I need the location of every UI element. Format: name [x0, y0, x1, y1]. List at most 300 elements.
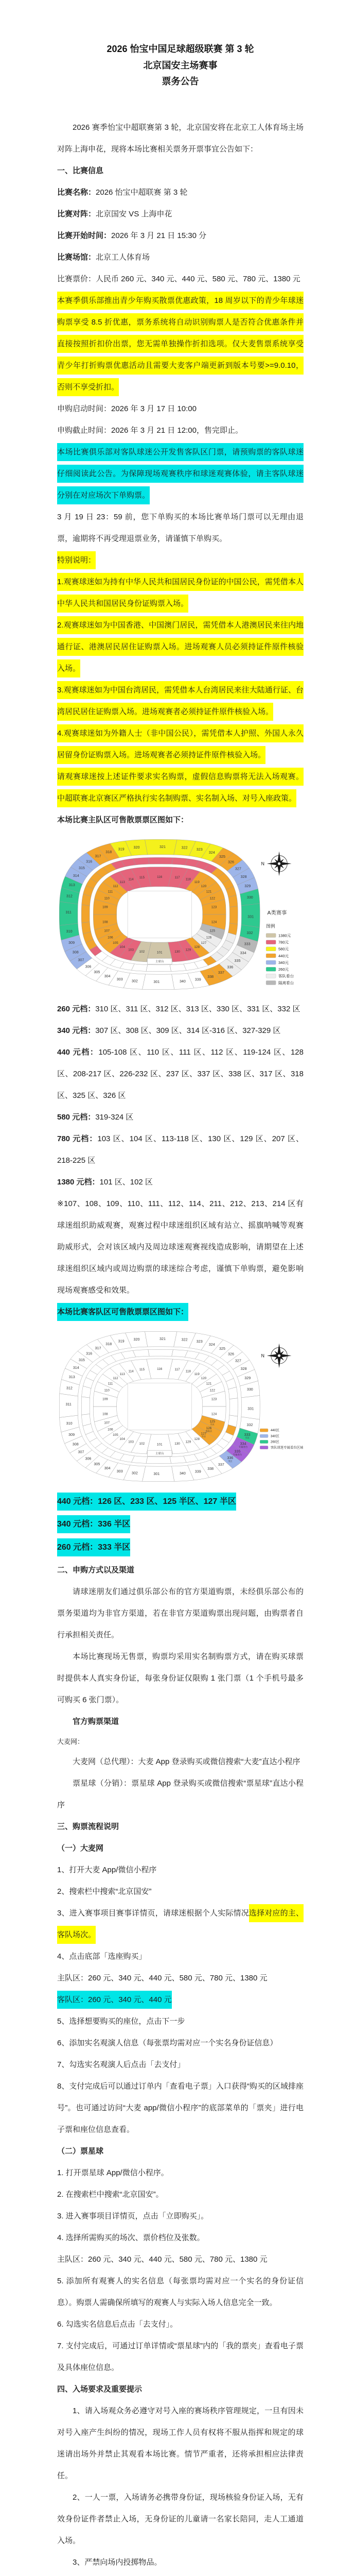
svg-text:326: 326	[228, 860, 234, 864]
svg-text:325: 325	[219, 855, 225, 859]
paragraph	[57, 1172, 304, 1193]
away-sections-map	[57, 1330, 304, 1485]
paragraph	[57, 1989, 304, 2011]
text-run: 票星球（分销）：票星球 App 登录购买或微信搜索“票星球”直达小程序	[57, 1779, 304, 1809]
svg-text:327: 327	[235, 1359, 241, 1363]
svg-text:331: 331	[247, 1406, 254, 1411]
seat-section-230	[228, 1387, 238, 1399]
text-run: 比赛开始时间：	[57, 231, 111, 240]
paragraph	[57, 1042, 304, 1107]
home-sections-map	[57, 838, 304, 993]
svg-text:302: 302	[132, 979, 138, 983]
svg-text:323: 323	[197, 848, 203, 852]
svg-text:332: 332	[247, 930, 253, 935]
svg-text:103: 103	[128, 948, 134, 952]
svg-text:329: 329	[244, 884, 251, 888]
paragraph	[57, 442, 304, 506]
svg-text:112: 112	[113, 1377, 118, 1380]
svg-text:127: 127	[201, 1432, 207, 1435]
seat-section-210	[81, 922, 91, 934]
text-run: 2026 赛季怡宝中超联赛第 3 轮，北京国安将在北京工人体育场主场对阵上海申花，现将本场比赛相关票务开票事宜公告如下：	[57, 123, 304, 154]
yellow-highlight: 请观赛球迷按上述证件要求实名购票，虚假信息购票将无法入场观赛。中超联赛北京赛区严格执行实名制购票、实名制入场、对号入座政策。	[57, 768, 304, 807]
svg-text:117: 117	[174, 876, 180, 879]
svg-text:N: N	[261, 861, 264, 866]
svg-text:124: 124	[211, 1412, 217, 1416]
text-run: 2、搜索栏中搜索“北京国安”	[57, 1887, 151, 1896]
cyan-highlight: 本场比赛俱乐部对客队球迷公开发售客队区门票，请预购票的客队球迷仔细阅读此公告。为保障现场观赛秩序和球迷观赛体验，请主客队球迷分别在对应场次下单购票。	[57, 443, 304, 504]
seat-section-220	[133, 857, 149, 865]
svg-text:130: 130	[174, 1442, 180, 1446]
svg-text:303: 303	[117, 1469, 123, 1473]
svg-text:121: 121	[206, 1382, 212, 1385]
svg-text:301: 301	[153, 1471, 159, 1476]
seat-section-201	[146, 1456, 171, 1463]
text-run: 一、比赛信息	[57, 166, 103, 175]
seat-section-211	[81, 904, 90, 922]
svg-text:340元: 340元	[278, 960, 289, 964]
svg-text:336: 336	[227, 965, 233, 969]
section-heading	[57, 2379, 304, 2400]
svg-text:111: 111	[108, 890, 113, 893]
svg-text:318: 318	[105, 850, 112, 854]
svg-text:101: 101	[157, 951, 163, 954]
seat-section-240	[170, 1456, 186, 1463]
svg-text:302: 302	[132, 1471, 138, 1475]
svg-text:310: 310	[66, 1421, 73, 1426]
svg-text:127: 127	[201, 941, 207, 944]
yellow-highlight: 4.观赛球迷如为外籍人士（非中国公民），需凭借本人护照、外国人永久居留身份证购票入场。进场观赛者必须持证件原件核验入场。	[57, 724, 304, 764]
paragraph	[57, 1903, 304, 1946]
svg-text:321: 321	[159, 845, 166, 849]
svg-text:337: 337	[218, 970, 224, 974]
event-class-label: A类赛事	[267, 909, 287, 916]
text-run: 大麦网：	[57, 1738, 84, 1745]
svg-text:333: 333	[244, 1432, 251, 1436]
paragraph	[57, 1581, 304, 1646]
svg-text:102: 102	[139, 1442, 145, 1446]
paragraph	[57, 680, 304, 723]
svg-text:105: 105	[113, 1433, 118, 1436]
paragraph	[57, 1946, 304, 1968]
svg-text:106: 106	[108, 1428, 113, 1431]
paragraph	[57, 182, 304, 204]
svg-text:304: 304	[104, 1466, 111, 1470]
text-run: 105-108 区、110 区、111 区、112 区、119-124 区、128 区、208-217 区、226-232 区、237 区、337 区、338 区、317 区、318 区、325 区、326 区	[57, 1048, 304, 1100]
svg-text:客队区: 客队区	[205, 1429, 212, 1433]
paragraph	[57, 1193, 304, 1301]
paragraph	[57, 1881, 304, 1903]
svg-text:309: 309	[68, 941, 75, 945]
svg-text:320: 320	[134, 1337, 140, 1342]
text-run: 北京工人体育场	[96, 253, 150, 262]
svg-text:半区: 半区	[228, 1459, 233, 1463]
svg-text:126: 126	[206, 1427, 212, 1430]
text-run: 官方购票渠道	[73, 1717, 119, 1726]
paragraph	[57, 1968, 304, 1989]
text-run: 比赛票价：人民币 260 元、340 元、440 元、580 元、780 元、1380 元	[57, 275, 300, 283]
stadium-seat-map-home	[57, 838, 303, 991]
svg-text:310: 310	[66, 929, 73, 934]
svg-text:130: 130	[174, 950, 180, 954]
svg-text:图例: 图例	[266, 923, 275, 928]
cyan-highlight: 126 区、233 区、125 半区、127 半区	[98, 1493, 236, 1511]
svg-text:316: 316	[86, 1351, 92, 1355]
svg-text:1380元: 1380元	[278, 933, 291, 938]
svg-text:103: 103	[128, 1440, 134, 1444]
title-line-2: 北京国安主场赛事	[57, 58, 304, 74]
svg-text:311: 311	[65, 910, 71, 914]
svg-text:客队看台: 客队看台	[278, 973, 294, 978]
text-run: 6、添加实名观演人信息（每张票均需对应一个实名身份证信息）	[57, 2039, 277, 2047]
svg-text:专属看台: 专属看台	[239, 1445, 248, 1449]
yellow-highlight: 1.观赛球迷如为持有中华人民共和国居民身份证的中国公民，需凭借本人中华人民共和国居民身份证购票入场。	[57, 573, 304, 613]
svg-text:580元: 580元	[278, 946, 289, 951]
svg-text:317: 317	[95, 854, 101, 858]
svg-text:324: 324	[209, 850, 215, 854]
svg-text:129: 129	[186, 948, 191, 952]
svg-text:319: 319	[118, 1339, 125, 1343]
svg-text:313: 313	[69, 1375, 75, 1379]
svg-text:114: 114	[129, 1369, 134, 1373]
cyan-highlight: 336 半区	[98, 1515, 130, 1533]
text-run: 请球迷朋友们通过俱乐部公布的官方渠道购票，未经俱乐部公布的票务渠道均为非官方渠道，若在非官方渠道购票出现问题，由购票者自行承担相关责任。	[57, 1587, 304, 1639]
section-heading	[57, 1560, 304, 1581]
paragraph	[57, 766, 304, 809]
svg-text:半区: 半区	[202, 1434, 206, 1438]
svg-text:110: 110	[104, 1388, 110, 1392]
svg-text:116: 116	[157, 875, 163, 878]
text-run: （一）大麦网	[57, 1844, 103, 1853]
yellow-highlight: 选择对应的主、客队场次。	[57, 1904, 304, 1944]
title-line-1: 2026 怡宝中国足球超级联赛 第 3 轮	[57, 41, 304, 58]
svg-text:301: 301	[153, 979, 159, 984]
pitch	[128, 891, 191, 938]
text-run: 440 元档：	[57, 1048, 98, 1057]
svg-text:108: 108	[102, 920, 108, 924]
svg-text:113: 113	[120, 880, 126, 884]
paragraph	[57, 225, 304, 247]
podium-label: 主席台	[155, 1451, 164, 1455]
document-title	[57, 41, 304, 90]
yellow-highlight: 本赛季俱乐部推出青少年购买散票优惠政策，18 周岁以下的青少年球迷购票享受 8.5 折优惠，票务系统将自动识别购票人是否符合优惠条件并直接按照折扣价出票，您无需单独操作折扣选项。仅大麦售票系统享受青少年打折购票优惠活动且需要大麦客户端更新到版本号要>=9.0.10，否则不享受折扣。	[57, 292, 304, 396]
paragraph	[57, 2270, 304, 2314]
svg-text:105: 105	[113, 941, 118, 944]
paragraph	[57, 1733, 304, 1751]
svg-text:323: 323	[197, 1340, 203, 1344]
text-run: 比赛名称：	[57, 188, 96, 197]
section-heading	[57, 160, 304, 182]
text-run: 1、请入场观众务必遵守对号入座的赛场秩序管理规定，一旦有因未对号入座产生纠纷的情况，现场工作人员有权将不服从指挥和规定的球迷请出场外并禁止其观看本场比赛。情节严重者，还将承担相应法律责任。	[57, 2406, 304, 2480]
paragraph	[57, 723, 304, 766]
paragraph	[57, 615, 304, 680]
paragraph	[57, 2400, 304, 2487]
svg-text:332: 332	[247, 1422, 253, 1427]
text-run: 7. 支付完成后，可通过订单详情或“票星球”内的「我的票夹」查看电子票及具体座位信息。	[57, 2342, 304, 2372]
text-run: 比赛场馆：	[57, 253, 96, 262]
yellow-highlight: 2.观赛球迷如为中国香港、中国澳门居民，需凭借本人港澳居民来往内地通行证、港澳居民居住证购票入场。进场观赛人员必须持证件原件核验入场。	[57, 616, 304, 677]
svg-text:半区: 半区	[210, 1422, 215, 1426]
svg-text:106: 106	[108, 936, 113, 939]
svg-text:114: 114	[129, 877, 134, 881]
svg-text:314: 314	[73, 874, 79, 878]
paragraph	[57, 1751, 304, 1773]
svg-text:110: 110	[104, 896, 110, 900]
svg-text:340区: 340区	[271, 1434, 280, 1438]
seat-section-230	[228, 895, 238, 907]
text-run: 申购截止时间：2026 年 3 月 21 日 12:00，售完即止。	[57, 426, 243, 435]
svg-text:322: 322	[182, 845, 188, 850]
seat-section-211	[81, 1396, 90, 1414]
text-run: 6. 勾选实名信息后点击「去支付」。	[57, 2320, 177, 2329]
svg-text:305: 305	[94, 1462, 100, 1466]
svg-text:104: 104	[119, 1437, 125, 1440]
svg-text:337: 337	[218, 1462, 224, 1466]
paragraph	[57, 1773, 304, 1816]
paragraph	[57, 247, 304, 268]
section-heading	[57, 1816, 304, 1838]
text-run: 3 月 19 日 23：59 前，您下单购买的本场比赛单场门票可以无理由退票，逾期将不再受理退票业务，请谨慎下单购买。	[57, 513, 304, 543]
svg-text:339: 339	[195, 977, 201, 981]
svg-text:306: 306	[85, 1456, 91, 1461]
text-run: 4、点击底部「选座购买」	[57, 1952, 146, 1961]
seat-section-201	[146, 964, 171, 971]
text-run: 申购启动时间：2026 年 3 月 17 日 10:00	[57, 404, 197, 413]
text-run: 1. 打开票星球 App/微信小程序。	[57, 2168, 169, 2177]
svg-text:客队球迷专属看台区域: 客队球迷专属看台区域	[271, 1445, 303, 1449]
svg-text:117: 117	[174, 1368, 180, 1371]
svg-text:122: 122	[209, 896, 215, 900]
text-run: 2. 在搜索栏中搜索“北京国安”。	[57, 2190, 164, 2199]
text-run: 2026 怡宝中超联赛 第 3 轮	[96, 188, 187, 197]
text-run: 5. 添加所有观赛人的实名信息（每张票均需对应一个实名的身份证信息）。购票人需确保所填写的观赛人与实际入场人信息完全一致。	[57, 2277, 304, 2307]
svg-text:129: 129	[186, 1440, 191, 1444]
paragraph	[57, 2076, 304, 2141]
svg-text:331: 331	[247, 914, 254, 919]
svg-text:109: 109	[102, 1397, 108, 1401]
svg-text:306: 306	[85, 964, 91, 969]
paragraph	[57, 2227, 304, 2249]
svg-text:128: 128	[194, 945, 200, 948]
text-run: 4. 选择所需购买的场次、票价档位及张数。	[57, 2233, 205, 2242]
paragraph	[57, 420, 304, 442]
svg-text:116: 116	[157, 1367, 163, 1370]
text-run: 1380 元档：	[57, 1178, 100, 1187]
paragraph	[57, 2487, 304, 2552]
paragraph	[57, 204, 304, 225]
text-run: 340 元档：	[57, 1026, 95, 1035]
svg-text:309: 309	[68, 1433, 75, 1437]
svg-text:119: 119	[194, 880, 200, 884]
svg-text:328: 328	[241, 874, 247, 878]
text-run: 3、严禁向场内投掷物品。	[73, 2558, 162, 2567]
paragraph	[57, 268, 304, 290]
svg-text:336: 336	[227, 1456, 233, 1460]
svg-text:126: 126	[206, 936, 212, 939]
text-run: 四、入场要求及重要提示	[57, 2385, 142, 2394]
svg-text:328: 328	[241, 1366, 247, 1370]
text-run: 大麦网（总代理）：大麦 App 登录购买或微信搜索“大麦”直达小程序	[73, 1757, 300, 1766]
svg-text:333: 333	[244, 942, 251, 946]
svg-text:123: 123	[211, 1397, 217, 1401]
svg-text:340: 340	[180, 1471, 186, 1475]
svg-text:101: 101	[157, 1443, 163, 1446]
svg-text:115: 115	[139, 1368, 145, 1371]
svg-text:321: 321	[159, 1337, 166, 1341]
svg-text:307: 307	[78, 1450, 84, 1454]
text-run: ※107、108、109、110、111、112、114、211、212、213、214 区有球迷组织助威观赛，观赛过程中球迷组织区域有站立、摇旗呐喊等观赛助威形式，会对该区域内及周边球迷观赛视线造成影响，请期望在上述球迷组织区域内或周边购票的球迷综合考虑，谨慎下单购票，避免影响现场观赛感受和效果。	[57, 1199, 304, 1295]
text-run: 580 元档：	[57, 1113, 95, 1122]
paragraph	[57, 1128, 304, 1172]
text-run: 本场比赛现场无售票，购票均采用实名制购票方式，请在购买球票时提供本人真实身份证，每张身份证仅限购 1 张门票（1 个手机号最多可购买 6 张门票）。	[57, 1652, 304, 1704]
svg-text:318: 318	[105, 1342, 112, 1346]
svg-text:314: 314	[73, 1366, 79, 1370]
svg-text:123: 123	[211, 905, 217, 909]
svg-text:304: 304	[104, 974, 111, 978]
svg-text:311: 311	[65, 1402, 71, 1406]
svg-text:325: 325	[219, 1347, 225, 1351]
text-run: （二）票星球	[57, 2147, 103, 2156]
text-run: 319-324 区	[95, 1113, 133, 1122]
svg-text:440区: 440区	[271, 1428, 280, 1432]
svg-text:330: 330	[247, 895, 253, 900]
svg-text:335: 335	[235, 959, 241, 963]
text-run: 2026 年 3 月 21 日 15:30 分	[111, 231, 206, 240]
svg-text:102: 102	[139, 950, 145, 954]
paragraph	[57, 1711, 304, 1733]
svg-text:316: 316	[86, 859, 92, 863]
paragraph	[57, 550, 304, 571]
text-run: 1、打开大麦 App/微信小程序	[57, 1866, 156, 1874]
text-run: 780 元档：	[57, 1134, 97, 1143]
svg-text:112: 112	[113, 885, 118, 888]
svg-text:120: 120	[201, 1377, 207, 1380]
paragraph	[57, 2573, 304, 2576]
svg-text:340: 340	[180, 979, 186, 983]
svg-text:313: 313	[69, 883, 75, 887]
cyan-highlight: 260 元档：	[57, 1538, 98, 1556]
text-run: 310 区、311 区、312 区、313 区、330 区、331 区、332 区	[95, 1005, 300, 1013]
seat-section-220	[133, 1349, 149, 1357]
text-run: 307 区、308 区、309 区、314 区-316 区、327-329 区	[95, 1026, 280, 1035]
paragraph	[57, 1859, 304, 1881]
svg-text:326: 326	[228, 1352, 234, 1356]
svg-text:111: 111	[108, 1382, 113, 1385]
text-run: 主队区：260 元、340 元、440 元、580 元、780 元、1380 元	[57, 2255, 268, 2264]
svg-text:320: 320	[134, 845, 140, 850]
yellow-highlight: 特别说明：	[57, 551, 96, 569]
paragraph	[57, 2206, 304, 2227]
paragraph	[57, 290, 304, 398]
paragraph	[57, 2184, 304, 2206]
svg-text:322: 322	[182, 1337, 188, 1342]
paragraph	[57, 1646, 304, 1711]
svg-text:329: 329	[244, 1376, 251, 1380]
svg-text:315: 315	[79, 866, 85, 870]
svg-text:107: 107	[104, 929, 110, 933]
svg-text:半区: 半区	[245, 1436, 250, 1439]
paragraph	[57, 998, 304, 1020]
svg-text:312: 312	[66, 1386, 73, 1390]
text-run: 8、支付完成后可以通过订单内「查看电子票」入口获得“购买的区域排座号”。也可通过访问“大麦 app/微信小程序”的底部菜单的「票夹」进行电子票和座位信息查看。	[57, 2082, 304, 2134]
svg-text:121: 121	[206, 890, 212, 893]
svg-text:109: 109	[102, 905, 108, 909]
cyan-highlight: 客队区：260 元、340 元、440 元	[57, 1991, 172, 2009]
svg-text:104: 104	[119, 945, 125, 948]
svg-text:107: 107	[104, 1421, 110, 1425]
svg-text:118: 118	[186, 877, 191, 881]
seat-section-221	[148, 857, 173, 864]
paragraph	[57, 1536, 304, 1560]
document-body	[57, 117, 304, 2576]
seat-section-240	[170, 964, 186, 971]
text-run: 2、一人一票，入场请务必携带身份证，现场核验身份证入场，无有效身份证件者禁止入场，无身份证的儿童请一名家长陪同，走人工通道入场。	[57, 2493, 304, 2545]
text-run: 二、申购方式以及渠道	[57, 1566, 134, 1574]
section-heading	[57, 1301, 304, 1323]
text-run: 北京国安 VS 上海申花	[96, 210, 172, 218]
svg-text:338: 338	[207, 1466, 214, 1470]
svg-text:338: 338	[207, 974, 214, 978]
svg-text:122: 122	[209, 1388, 215, 1392]
paragraph	[57, 2032, 304, 2054]
paragraph	[57, 398, 304, 420]
svg-text:334: 334	[240, 951, 246, 955]
svg-text:260区: 260区	[271, 1439, 280, 1444]
svg-text:335: 335	[235, 1449, 241, 1453]
stadium-seat-map-away	[57, 1330, 303, 1483]
text-run: 7、勾选实名观演人后点击「去支付」	[57, 2060, 185, 2069]
svg-text:780元: 780元	[278, 940, 289, 944]
svg-text:330: 330	[247, 1387, 253, 1392]
text-run: 103 区、104 区、113-118 区、130 区、129 区、207 区、218-225 区	[57, 1134, 304, 1165]
cyan-highlight: 本场比赛客队区可售散票票区图如下：	[57, 1303, 188, 1321]
paragraph	[57, 2249, 304, 2270]
svg-text:307: 307	[78, 958, 84, 962]
title-line-3: 票务公告	[57, 74, 304, 90]
section-heading	[57, 1838, 304, 1859]
svg-text:128: 128	[194, 1437, 200, 1440]
svg-text:303: 303	[117, 977, 123, 981]
svg-text:124: 124	[211, 920, 217, 924]
seat-section-221	[148, 1349, 173, 1356]
text-run: 5、选择想要购买的座位，点击下一步	[57, 2017, 185, 2026]
text-run: 260 元档：	[57, 1005, 95, 1013]
svg-text:N: N	[261, 1353, 264, 1358]
podium-label: 主席台	[155, 959, 164, 963]
svg-text:315: 315	[79, 1358, 85, 1362]
svg-text:118: 118	[186, 1369, 191, 1373]
text-run: 101 区、102 区	[100, 1178, 153, 1187]
svg-text:440元: 440元	[278, 953, 289, 958]
svg-text:327: 327	[235, 867, 241, 871]
cyan-highlight: 333 半区	[98, 1538, 130, 1556]
text-run: 3、进入赛事项目赛事详情页，请球迷根据个人实际情况	[57, 1909, 249, 1918]
svg-text:339: 339	[195, 1469, 201, 1473]
paragraph	[57, 2054, 304, 2076]
pitch	[128, 1383, 191, 1430]
svg-text:319: 319	[118, 847, 125, 851]
seat-section-231	[229, 906, 238, 924]
svg-text:隔离看台: 隔离看台	[278, 980, 294, 985]
svg-text:120: 120	[201, 885, 207, 888]
yellow-highlight: 3.观赛球迷如为中国台湾居民，需凭借本人台湾居民来往大陆通行证、台湾居民居住证购票入场。进场观赛者必须持证件原件核验入场。	[57, 681, 304, 721]
text-run: 比赛对阵：	[57, 210, 96, 218]
svg-text:专属看台: 专属看台	[233, 1453, 242, 1456]
text-run: 本场比赛主队区可售散票票区图如下：	[57, 816, 188, 824]
svg-text:113: 113	[120, 1372, 126, 1376]
seat-section-210	[81, 1414, 91, 1426]
section-heading	[57, 2141, 304, 2162]
paragraph	[57, 1107, 304, 1128]
